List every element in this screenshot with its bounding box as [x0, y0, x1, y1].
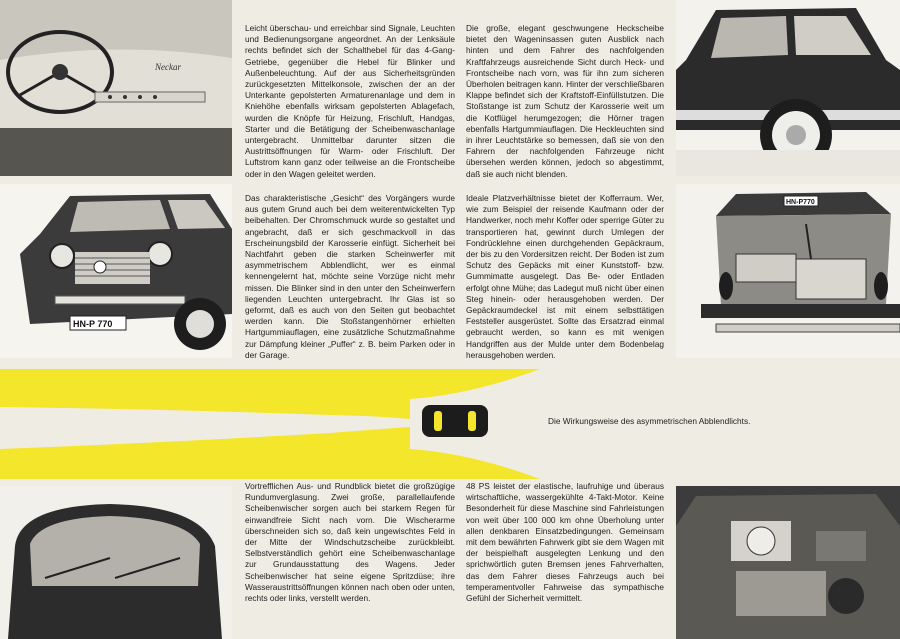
- photo-trunk: [676, 184, 900, 358]
- headlight-beam-illustration: [0, 369, 900, 479]
- text-visibility: Vortrefflichen Aus- und Rundblick bietet die großzügige Rundumverglasung. Zwei große, parallellaufende Scheibenwischer sorgen auch bei starkem Regen für einwandfreie Sicht nach vorn. Die Wischerarme überschneiden sich so, daß kein ungewischtes Feld in der Mitte der Windschutzscheibe zurückbleibt. Selbstverständlich gehört eine Scheibenwaschanlage zur Grundausstattung des Wagens. Jeder Scheibenwischer hat seine eigene Spritzdüse; ihre Wasseraustrittsöffnungen können nach oben oder unten, rechts oder links, verstellt werden.: [245, 481, 455, 604]
- beam-caption: Die Wirkungsweise des asymmetrischen Abblendlichts.: [548, 416, 751, 426]
- text-dashboard: Leicht überschau- und erreichbar sind Signale, Leuchten und Bedienungsorgane angeordnet. An der Lenksäule rechts befindet sich der Schalthebel für das 4-Gang-Getriebe, gegenüber die Hebel für Blinker und Außenbeleuchtung. Auf der aus Sicherheitsgründen zurückgesetzten Mittelkonsole, zwischen der an der Unterkante gepolsterten Armaturenanlage und dem in Kniehöhe ebenfalls wirksam gepolsterten Ablagefach, wurden die Knöpfe für Heizung, Frischluft, Handgas, Starter und die Betätigung der Scheibenwaschanlage untergebracht. Unmittelbar darunter sitzen die Austrittsöffnungen für Warm- oder Frischluft. Der Luftstrom kann ganz oder teilweise an die Frontscheibe oder in den Wagen geleitet werden.: [245, 23, 455, 179]
- text-trunk: Ideale Platzverhältnisse bietet der Kofferraum. Wer, wie zum Beispiel der reisende Kaufmann oder der Handwerker, noch mehr Koffer oder sperrige Güter zu transportieren hat, gewinnt durch Umlegen der Fondrücklehne einen durchgehenden Gepäckraum, der bis zu den Vordersitzen reicht. Der Boden ist zum Schutz des Gepäcks mit einer Kunststoff- bzw. Gummimatte ausgelegt. Das Be- oder Entladen erfolgt ohne Mühe; das Ladegut muß nicht über einen Steg hinein- oder herausgehoben werden. Der Gepäckraumdeckel ist mit einem selbsttätigen Feststeller ausgerüstet. Sollte das Ersatzrad einmal gebraucht werden, so kann es mit wenigen Handgriffen aus der Mulde unter dem Bodenbelag herausgehoben werden.: [466, 193, 664, 360]
- text-face: Das charakteristische „Gesicht“ des Vorgängers wurde aus gutem Grund auch bei dem weiterentwickelten Typ beibehalten. Der Chromschmuck wurde so gestaltet und angebracht, daß er sich geschmackvoll in das Erscheinungsbild der Karosserie einfügt. Sicherheit bei Nachtfahrt geben die starken Scheinwerfer mit asymmetrischem Abblendlicht, wer es einmal kennengelernt hat, möchte seine Vorzüge nicht mehr missen. Die Blinker sind in den unter den Scheinwerfern liegenden Leuchten untergebracht. Ihr Glas ist so geformt, daß es auch von den Seiten gut beobachtet werden kann. Die Stoßstangenhörner erhielten Hartgummiauflagen, eine zusätzliche Schutzmaßnahme zur Dämpfung kleiner „Puffer“ z. B. beim Parken oder in der Garage.: [245, 193, 455, 360]
- front-license-plate: HN-P 770: [73, 319, 113, 329]
- photo-dashboard: [0, 0, 232, 176]
- text-engine: 48 PS leistet der elastische, laufruhige und überaus wirtschaftliche, wassergekühlte 4-Takt-Motor. Keine Besonderheit für diese Maschine sind Fahrleistungen von weit über 100 000 km ohne Überholung unter allen denkbaren Einsatzbedingungen. Gemeinsam mit dem bewährten Fahrwerk gibt sie dem Wagen mit der beispielhaft ausgelegten Lenkung und den sprichwörtlich guten Bremsen jenes Fahrverhalten, das dem Fahrer dieses Fahrzeugs auch bei temperamentvoller Fahrweise das sympathische Gefühl der Sicherheit vermittelt.: [466, 481, 664, 604]
- photo-engine: [676, 486, 900, 639]
- photo-rear-car: [676, 0, 900, 176]
- text-rear-window: Die große, elegant geschwungene Heckscheibe bietet den Wageninsassen guten Ausblick nach hinten und dem Fahrer des nachfolgenden Kraftfahrzeugs ausreichende Sicht durch Heck- und Frontscheibe nach vorn, was für ihn zum sicheren Überholen beitragen kann. Hinter der verschließbaren Klappe befindet sich der Kraftstoff-Einfüllstutzen. Die Stoßstange ist zum Schutz der Karosserie weit um die Kotflügel herumgezogen; die Hörner tragen ebenfalls Hartgummiauflagen. Die Heckleuchten sind in ihrer Leuchtstärke so bemessen, daß sie von den Fahrern der nachfolgenden Fahrzeuge nicht übersehen werden können, jedoch so abgestimmt, daß sie auch nicht blenden.: [466, 23, 664, 179]
- photo-front-car: [0, 184, 232, 358]
- photo-windscreen: [0, 486, 232, 639]
- dashboard-script: Neckar: [155, 62, 181, 72]
- rear-license-plate: HN-P770: [786, 199, 815, 206]
